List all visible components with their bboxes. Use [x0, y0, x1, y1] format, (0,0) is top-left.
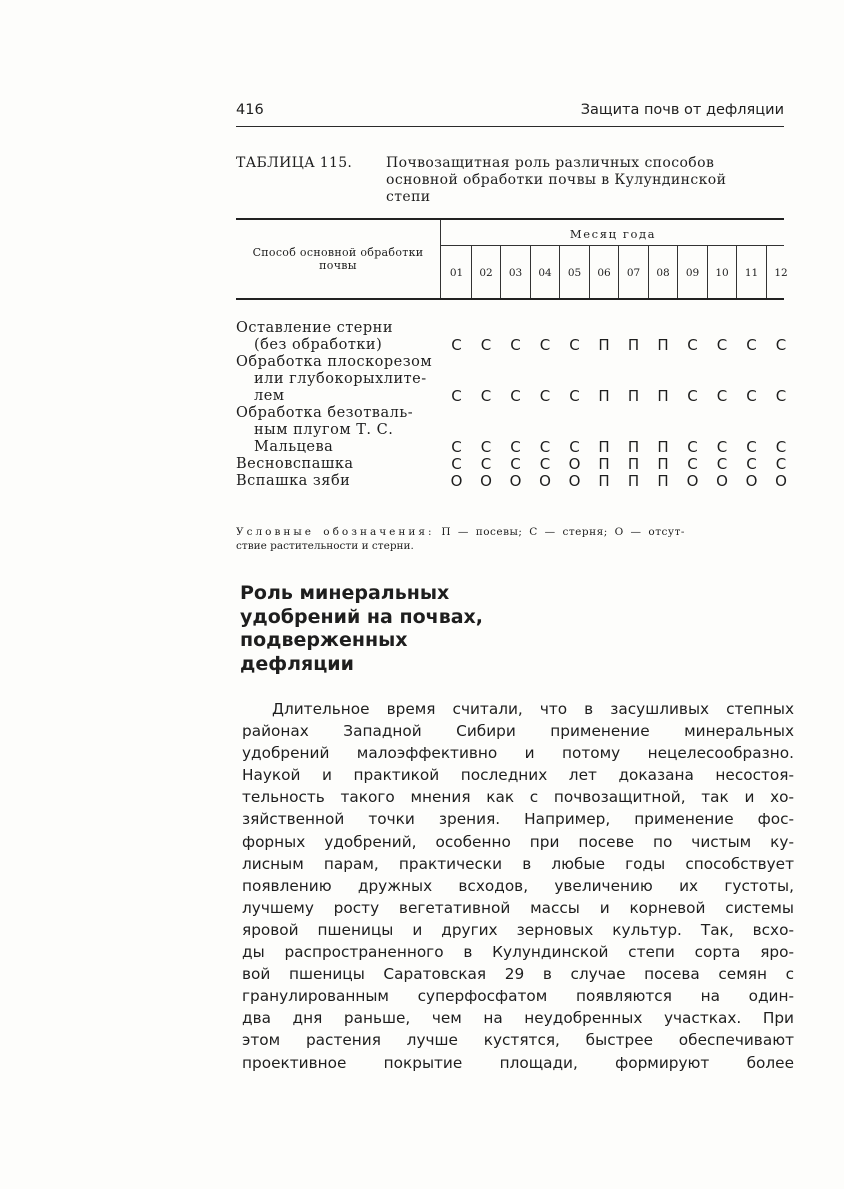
- row-label-line: ным плугом Т. С.: [254, 422, 394, 438]
- row-label: [236, 320, 440, 354]
- running-header: [236, 100, 784, 127]
- month-column-divider: [677, 246, 678, 298]
- table-row: [442, 336, 787, 354]
- row-label: [236, 405, 440, 456]
- table-cell: О: [539, 472, 551, 490]
- legend-title: Условные обозначения:: [236, 526, 435, 538]
- table-top-rule: [236, 218, 784, 220]
- row-label: [236, 456, 440, 473]
- table-cell: С: [451, 455, 462, 473]
- paragraph-line: Длительное время считали, что в засушливых степных: [272, 700, 794, 718]
- table-cell: С: [510, 455, 521, 473]
- table-cell: С: [687, 387, 698, 405]
- table-cell: С: [746, 455, 757, 473]
- column-header-method-line: почвы: [319, 259, 357, 272]
- table-cell: О: [686, 472, 699, 490]
- table-cell: П: [657, 387, 669, 405]
- table-cell: П: [657, 336, 669, 354]
- month-header-cell: 12: [774, 267, 788, 279]
- table-cell: С: [510, 387, 521, 405]
- table-row: [442, 438, 787, 456]
- table-row: [442, 472, 787, 490]
- table-cell: С: [510, 438, 521, 456]
- row-label: [236, 354, 440, 405]
- table-header-divider: [440, 220, 441, 298]
- paragraph-line: гранулированным суперфосфатом появляются на один-: [242, 987, 794, 1006]
- table-caption-label: ТАБЛИЦА 115.: [236, 155, 353, 171]
- table-cell: С: [687, 336, 698, 354]
- table-legend: [236, 525, 784, 553]
- row-label-line: Оставление стерни: [236, 320, 393, 336]
- table-cell: П: [627, 438, 640, 456]
- table-cell: С: [539, 438, 551, 456]
- month-column-divider: [618, 246, 619, 298]
- table-cell: С: [539, 387, 551, 405]
- table-cell: О: [450, 472, 463, 490]
- legend-text: П — посевы; С — стерня; О — отсут-: [441, 526, 685, 538]
- table-cell: П: [627, 387, 640, 405]
- page-number: 416: [236, 102, 264, 118]
- table-cell: С: [746, 336, 757, 354]
- month-column-divider: [530, 246, 531, 298]
- month-column-divider: [736, 246, 737, 298]
- table-cell: С: [746, 438, 757, 456]
- table-cell: С: [451, 438, 462, 456]
- table-cell: С: [451, 336, 462, 354]
- table-cell: П: [657, 472, 669, 490]
- month-column-divider: [500, 246, 501, 298]
- table-cell: С: [775, 336, 787, 354]
- running-title: Защита почв от дефляции: [580, 102, 784, 118]
- paragraph-line: проективное покрытие площади, формируют более: [242, 1053, 794, 1072]
- paragraph-line: тельность такого мнения как с почвозащитной, так и хо-: [242, 788, 794, 807]
- table-cell: С: [569, 336, 580, 354]
- month-header-cell: 11: [744, 267, 759, 279]
- paragraph-line: яровой пшеницы и других зерновых культур. Так, всхо-: [242, 920, 794, 939]
- month-header-cell: 09: [685, 267, 700, 279]
- column-header-method-line: Способ основной обработки: [252, 246, 424, 259]
- table-caption-text: [386, 155, 781, 206]
- month-header-cell: 02: [479, 267, 493, 279]
- table-cell: П: [598, 336, 610, 354]
- table-cell: С: [569, 438, 580, 456]
- table-caption-line: Почвозащитная роль различных способов: [386, 155, 715, 171]
- paragraph-line: появлению дружных всходов, увеличению их густоты,: [242, 876, 794, 895]
- table-cell: П: [598, 438, 610, 456]
- column-header-month: Месяц года: [569, 227, 657, 241]
- month-header-cell: 07: [626, 267, 641, 279]
- table-cell: П: [627, 336, 640, 354]
- table-row: [442, 387, 787, 405]
- paragraph-line: форных удобрений, особенно при посеве по чистым ку-: [242, 832, 794, 851]
- month-column-divider: [559, 246, 560, 298]
- table-cell: С: [775, 455, 787, 473]
- month-column-divider: [766, 246, 767, 298]
- table-cell: С: [480, 336, 492, 354]
- table-cell: С: [539, 455, 551, 473]
- table-cell: П: [627, 455, 640, 473]
- paragraph-line: зяйственной точки зрения. Например, применение фос-: [242, 810, 794, 829]
- month-header-cell: 05: [567, 267, 582, 279]
- table-cell: С: [510, 336, 521, 354]
- paragraph-line: два дня раньше, чем на неудобренных участках. При: [242, 1009, 794, 1028]
- month-header-cell: 06: [597, 267, 611, 279]
- table-cell: О: [745, 472, 758, 490]
- paragraph-line: районах Западной Сибири применение минеральных: [242, 722, 794, 741]
- legend-text-continued: ствие растительности и стерни.: [236, 540, 414, 552]
- month-header-cell: 08: [656, 267, 670, 279]
- table-cell: С: [775, 438, 787, 456]
- month-column-divider: [589, 246, 590, 298]
- table-cell: С: [716, 438, 728, 456]
- paragraph-line: лисным парам, практически в любые годы способствует: [242, 854, 794, 873]
- paragraph-line: ды распространенного в Кулундинской степи сорта яро-: [242, 943, 794, 962]
- table-cell: О: [480, 472, 492, 490]
- month-column-divider: [471, 246, 472, 298]
- table-cell: О: [716, 472, 728, 490]
- table-cell: С: [451, 387, 462, 405]
- table-caption-line: степи: [386, 189, 431, 205]
- table-cell: С: [539, 336, 551, 354]
- table-cell: П: [657, 455, 669, 473]
- paragraph-line: лучшему росту вегетативной массы и корневой системы: [242, 898, 794, 917]
- section-heading-line: удобрений на почвах,: [240, 605, 484, 628]
- table-cell: С: [480, 438, 492, 456]
- section-heading: [240, 582, 540, 676]
- row-label-line: Мальцева: [254, 439, 334, 455]
- table-cell: П: [627, 472, 640, 490]
- month-header-cell: 10: [715, 267, 729, 279]
- table-cell: С: [569, 387, 580, 405]
- table-cell: П: [598, 455, 610, 473]
- table-cell: О: [775, 472, 787, 490]
- table-cell: С: [480, 455, 492, 473]
- paragraph-line: этом растения лучше кустятся, быстрее обеспечивают: [242, 1031, 794, 1050]
- table-cell: С: [687, 455, 698, 473]
- month-column-divider: [648, 246, 649, 298]
- paragraph-line: вой пшеницы Саратовская 29 в случае посева семян с: [242, 965, 794, 984]
- table-cell: О: [509, 472, 522, 490]
- row-label-line: Вспашка зяби: [236, 473, 351, 489]
- month-header-cell: 04: [538, 267, 552, 279]
- section-heading-line: дефляции: [240, 652, 354, 675]
- row-label-line: лем: [254, 388, 285, 404]
- table-cell: П: [598, 387, 610, 405]
- table-cell: С: [687, 438, 698, 456]
- row-label-line: или глубокорыхлите-: [254, 371, 427, 387]
- month-header-rule: [440, 245, 784, 246]
- table-cell: С: [746, 387, 757, 405]
- month-header-cell: 01: [449, 267, 464, 279]
- table-row: [442, 455, 787, 473]
- table-cell: О: [568, 472, 581, 490]
- row-label-line: Обработка плоскорезом: [236, 354, 433, 370]
- table-cell: П: [657, 438, 669, 456]
- section-heading-line: подверженных: [240, 629, 408, 651]
- row-label-line: Обработка безотваль-: [236, 405, 414, 421]
- paragraph-line: Наукой и практикой последних лет доказана несостоя-: [242, 766, 794, 785]
- table-cell: С: [480, 387, 492, 405]
- table-cell: С: [716, 336, 728, 354]
- section-heading-line: Роль минеральных: [240, 582, 450, 604]
- table-cell: С: [716, 387, 728, 405]
- table-cell: П: [598, 472, 610, 490]
- month-header-cell: 03: [508, 267, 523, 279]
- table-header-bottom-rule: [236, 298, 784, 300]
- row-label-line: Весновспашка: [236, 456, 354, 472]
- table-cell: С: [716, 455, 728, 473]
- table-caption-line: основной обработки почвы в Кулундинской: [386, 172, 727, 188]
- table-cell: О: [568, 455, 581, 473]
- body-paragraph: [242, 698, 794, 1074]
- paragraph-line: удобрений малоэффективно и потому нецелесообразно.: [242, 744, 794, 763]
- row-label-line: (без обработки): [254, 337, 383, 353]
- month-column-divider: [707, 246, 708, 298]
- table-cell: С: [775, 387, 787, 405]
- column-header-method: [236, 246, 440, 272]
- row-label: [236, 473, 440, 490]
